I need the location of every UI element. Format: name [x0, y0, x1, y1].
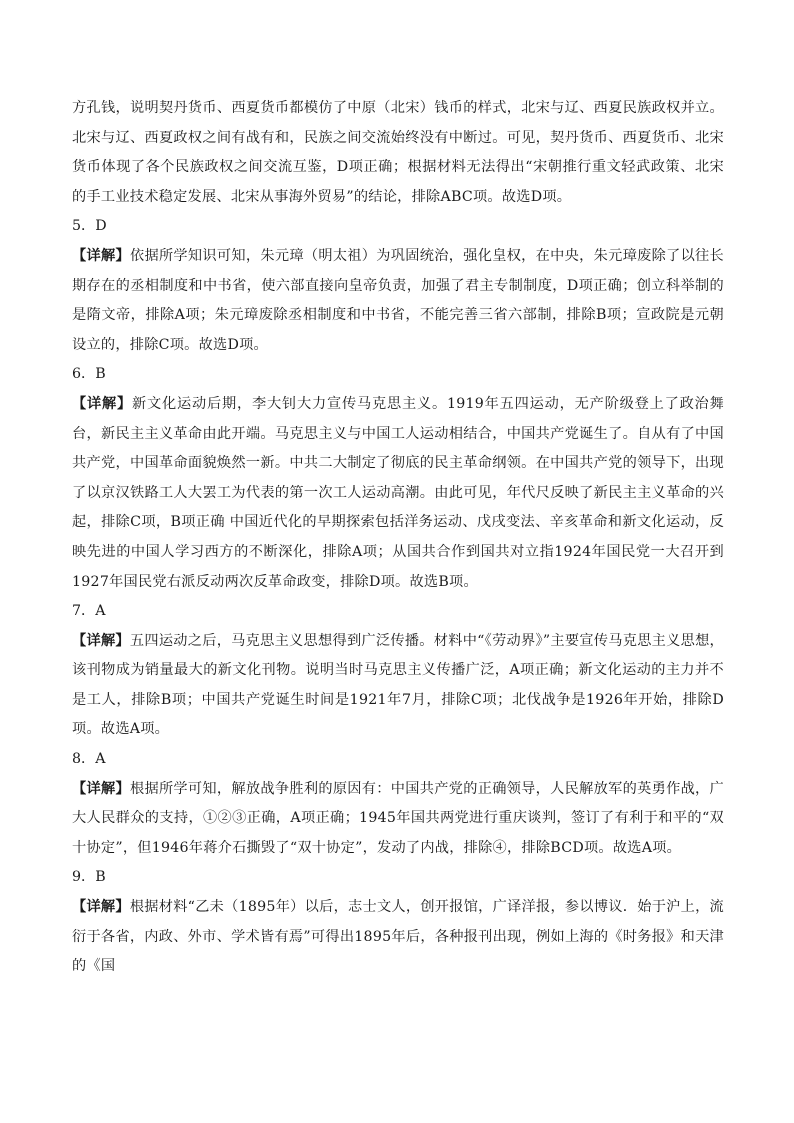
explanation-tag: 【详解】 — [72, 899, 130, 916]
answer-9: 9．B — [72, 869, 106, 886]
answer-5: 5．D — [72, 218, 107, 235]
continuation-paragraph: 方孔钱，说明契丹货币、西夏货币都模仿了中原（北宋）钱币的样式，北宋与辽、西夏民族政权并立。北宋与辽、西夏政权之间有战有和，民族之间交流始终没有中断过。可见，契丹货币、西夏货币、北宋货币体现了各个民族政权之间交流互鉴，D项正确；根据材料无法得出“宋朝推行重文轻武政策、北宋的手工业技术稳定发展、北宋从事海外贸易”的结论，排除ABC项。故选D项。 — [72, 100, 724, 205]
answer-7: 7．A — [72, 603, 106, 620]
answer-8: 8．A — [72, 751, 106, 768]
explanation-6 — [72, 390, 724, 597]
explanation-tag: 【详解】 — [72, 395, 132, 412]
explanation-text: 依据所学知识可知，朱元璋（明太祖）为巩固统治，强化皇权，在中央，朱元璋废除了以往长期存在的丞相制度和中书省，使六部直接向皇帝负责，加强了君主专制制度，D项正确；创立科举制的是隋文帝，排除A项；朱元璋废除丞相制度和中书省，不能完善三省六部制，排除B项；宣政院是元朝设立的，排除C项。故选D项。 — [72, 247, 724, 353]
explanation-text: 五四运动之后，马克思主义思想得到广泛传播。材料中“《劳动界》”主要宣传马克思主义思想，该刊物成为销量最大的新文化刊物。说明当时马克思主义传播广泛，A项正确；新文化运动的主力并不是工人，排除B项；中国共产党诞生时间是1921年7月，排除C项；北伐战争是1926年开始，排除D项。故选A项。 — [72, 632, 724, 738]
answer-6: 6．B — [72, 366, 106, 383]
explanation-9 — [72, 893, 724, 982]
explanation-text: 根据材料“乙未（1895年）以后，志士文人，创开报馆，广译洋报，参以博议．始于沪上，流衍于各省，内政、外市、学术皆有焉”可得出1895年后，各种报刊出现，例如上海的《时务报》和天津的《国 — [72, 899, 724, 975]
explanation-text: 根据所学可知，解放战争胜利的原因有：中国共产党的正确领导，人民解放军的英勇作战，广大人民群众的支持，①②③正确，A项正确；1945年国共两党进行重庆谈判，签订了有利于和平的“双十协定”，但1946年蒋介石撕毁了“双十协定”，发动了内战，排除④，排除BCD项。故选A项。 — [72, 780, 724, 856]
explanation-text: 新文化运动后期，李大钊大力宣传马克思主义。1919年五四运动，无产阶级登上了政治舞台，新民主主义革命由此开端。马克思主义与中国工人运动相结合，中国共产党诞生了。自从有了中国共产党，中国革命面貌焕然一新。中共二大制定了彻底的民主革命纲领。在中国共产党的领导下，出现了以京汉铁路工人大罢工为代表的第一次工人运动高潮。由此可见，年代尺反映了新民主主义革命的兴起，排除C项，B项正确 中国近代化的早期探索包括洋务运动、戊戌变法、辛亥革命和新文化运动，反映先进的中国人学习西方的不断深化，排除A项；从国共合作到国共对立指1924年国民党一大召开到1927年国民党右派反动两次反革命政变，排除D项。故选B项。 — [72, 395, 724, 590]
document-page — [72, 94, 724, 982]
explanation-7 — [72, 627, 724, 745]
explanation-tag: 【详解】 — [72, 247, 130, 264]
explanation-5 — [72, 242, 724, 360]
explanation-tag: 【详解】 — [72, 780, 130, 797]
explanation-tag: 【详解】 — [72, 632, 130, 649]
explanation-8 — [72, 775, 724, 864]
